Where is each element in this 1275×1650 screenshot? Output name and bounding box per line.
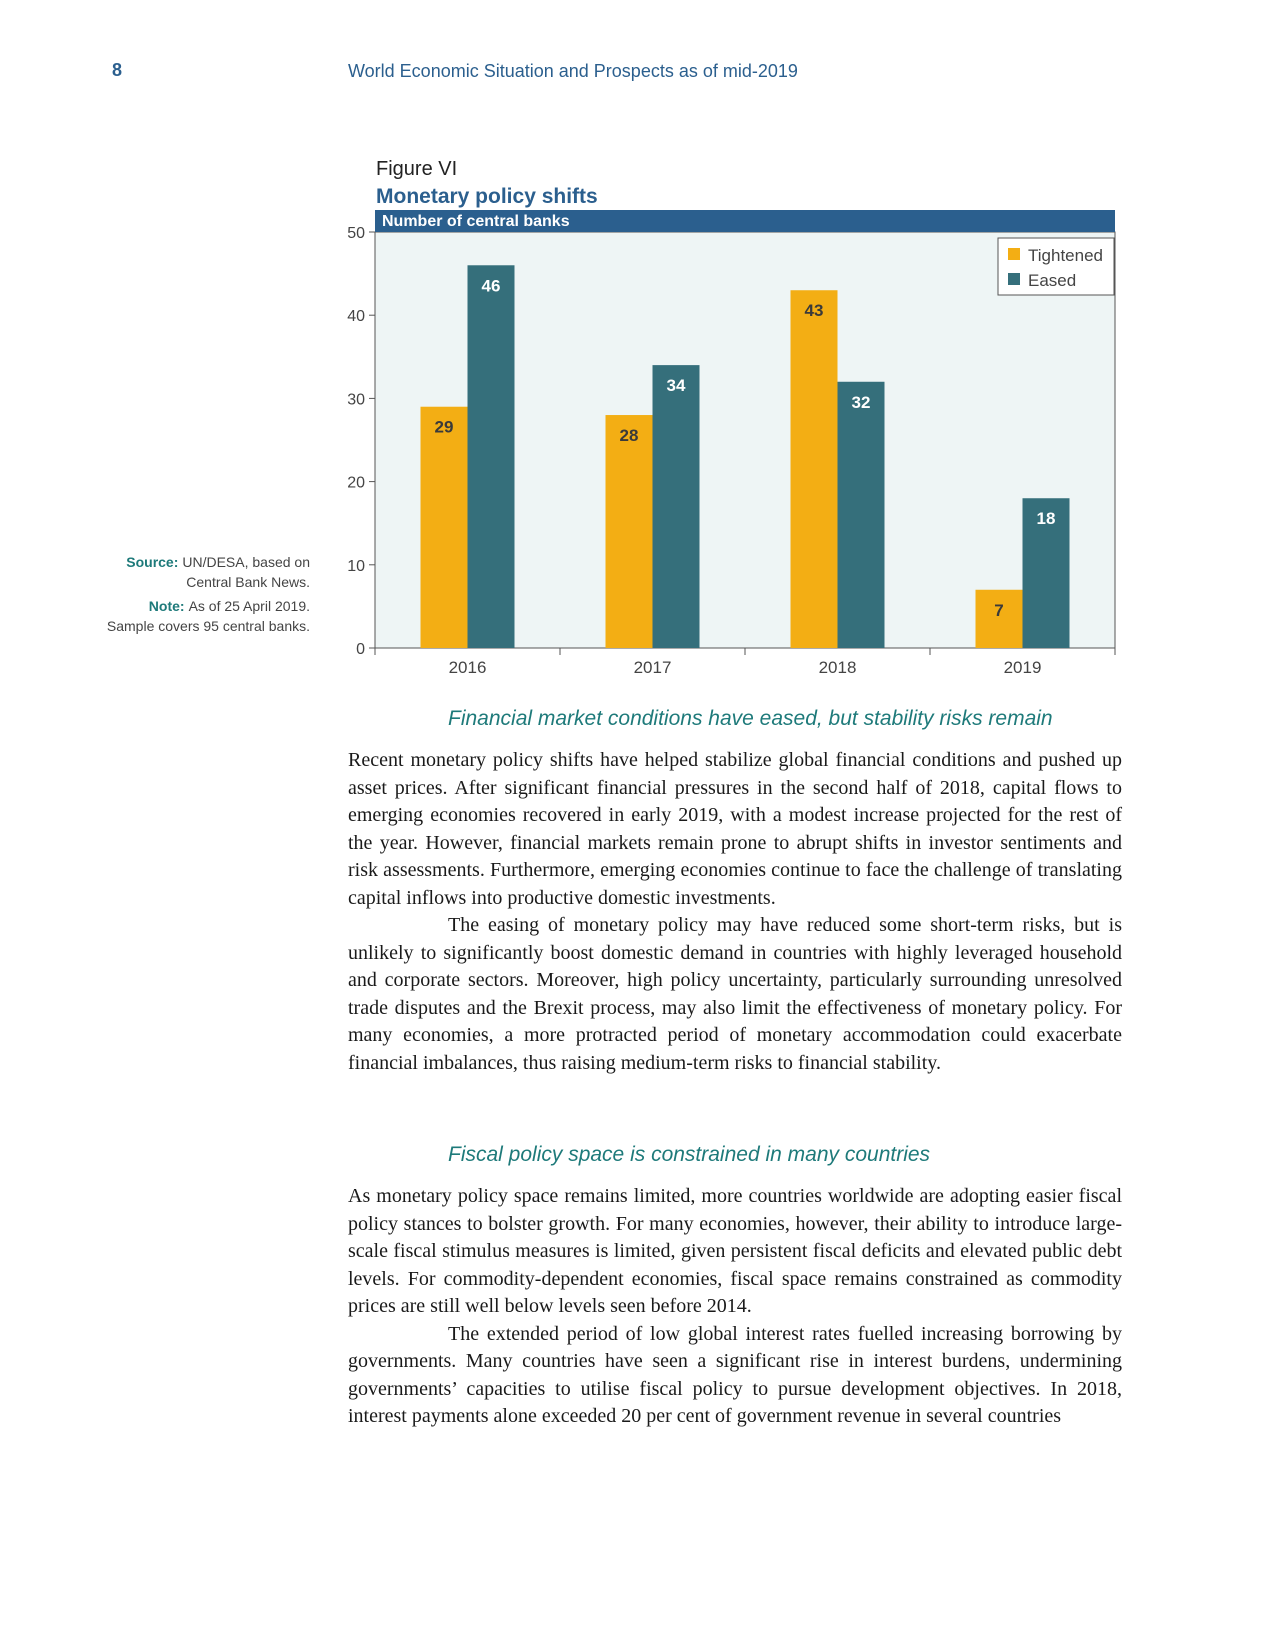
bar-value-label: 32	[851, 392, 871, 412]
chart-container	[330, 210, 1130, 690]
y-tick-label: 20	[347, 474, 365, 492]
bar-value-label: 46	[481, 276, 501, 296]
bar-value-label: 43	[804, 301, 824, 321]
source-label: Source:	[126, 554, 179, 570]
note-label: Note:	[148, 598, 185, 614]
section-heading-fiscal: Fiscal policy space is constrained in many countries	[448, 1143, 931, 1166]
source-text: UN/DESA, based on Central Bank News.	[182, 554, 310, 590]
figure-label: Figure VI	[376, 158, 458, 180]
paragraph: As monetary policy space remains limited, more countries worldwide are adopting easier fiscal policy stances to bolster growth. For many economies, however, their ability to introduce large-scale fiscal stimulus measures is limited, given persistent fiscal deficits and elevated public debt levels. For commodity-dependent economies, fiscal space remains constrained as commodity prices are still well below levels seen before 2014.	[348, 1185, 1122, 1317]
y-tick-label: 10	[347, 557, 365, 575]
legend-label: Eased	[1028, 271, 1077, 290]
bar-value-label: 7	[994, 600, 1004, 620]
bar-tightened	[791, 290, 838, 648]
note-text: As of 25 April 2019. Sample covers 95 central banks.	[106, 598, 310, 634]
bar-value-label: 18	[1036, 509, 1056, 529]
bar-value-label: 28	[619, 426, 639, 446]
bar-eased	[653, 365, 700, 648]
x-tick-label: 2019	[1003, 658, 1042, 677]
paragraph: Recent monetary policy shifts have helped stabilize global financial conditions and pushed up asset prices. After significant financial pressures in the second half of 2018, capital flows to emerging economies recovered in early 2019, with a modest increase projected for the rest of the year. However, financial markets remain prone to abrupt shifts in investor sentiments and risk assessments. Furthermore, emerging economies continue to face the challenge of translating capital inflows into productive domestic investments.	[348, 749, 1122, 909]
page-number: 8	[112, 60, 123, 80]
x-tick-label: 2018	[818, 658, 857, 677]
running-title: World Economic Situation and Prospects as of mid-2019	[348, 61, 798, 81]
source-note	[100, 552, 310, 592]
figure-notes	[100, 552, 310, 636]
y-tick-label: 50	[347, 225, 365, 242]
bar-eased	[838, 382, 885, 648]
bar-value-label: 29	[434, 417, 454, 437]
legend-swatch-eased	[1008, 273, 1020, 285]
chart-subtitle: Number of central banks	[382, 213, 570, 230]
section-body-fiscal	[348, 1183, 1122, 1431]
paragraph: The easing of monetary policy may have reduced some short-term risks, but is unlikely to significantly boost domestic demand in countries with highly leveraged household and corporate sectors. Moreover, high policy uncertainty, particularly surrounding unresolved trade disputes and the Brexit process, may also limit the effectiveness of monetary policy. For many economies, a more protracted period of monetary accommodation could exacerbate financial imbalances, thus raising medium-term risks to financial stability.	[348, 914, 1122, 1074]
x-tick-label: 2017	[633, 658, 672, 677]
section-heading-financial: Financial market conditions have eased, but stability risks remain	[448, 707, 1053, 730]
legend-label: Tightened	[1028, 246, 1103, 265]
y-tick-label: 40	[347, 308, 365, 326]
paragraph: The extended period of low global interest rates fuelled increasing borrowing by governments. Many countries have seen a significant rise in interest burdens, undermining governments’ capacities to utilise fiscal policy to pursue development objectives. In 2018, interest payments alone exceeded 20 per cent of government revenue in several countries	[348, 1322, 1122, 1427]
bar-chart	[330, 210, 1130, 690]
x-tick-label: 2016	[448, 658, 487, 677]
bar-tightened	[606, 415, 653, 648]
bar-eased	[468, 265, 515, 648]
bar-value-label: 34	[666, 376, 686, 396]
figure-title: Monetary policy shifts	[376, 185, 598, 208]
section-body-financial	[348, 747, 1122, 1077]
legend-swatch-tightened	[1008, 248, 1020, 260]
note	[100, 596, 310, 636]
y-tick-label: 0	[356, 641, 365, 658]
bar-tightened	[421, 407, 468, 648]
y-tick-label: 30	[347, 391, 365, 409]
